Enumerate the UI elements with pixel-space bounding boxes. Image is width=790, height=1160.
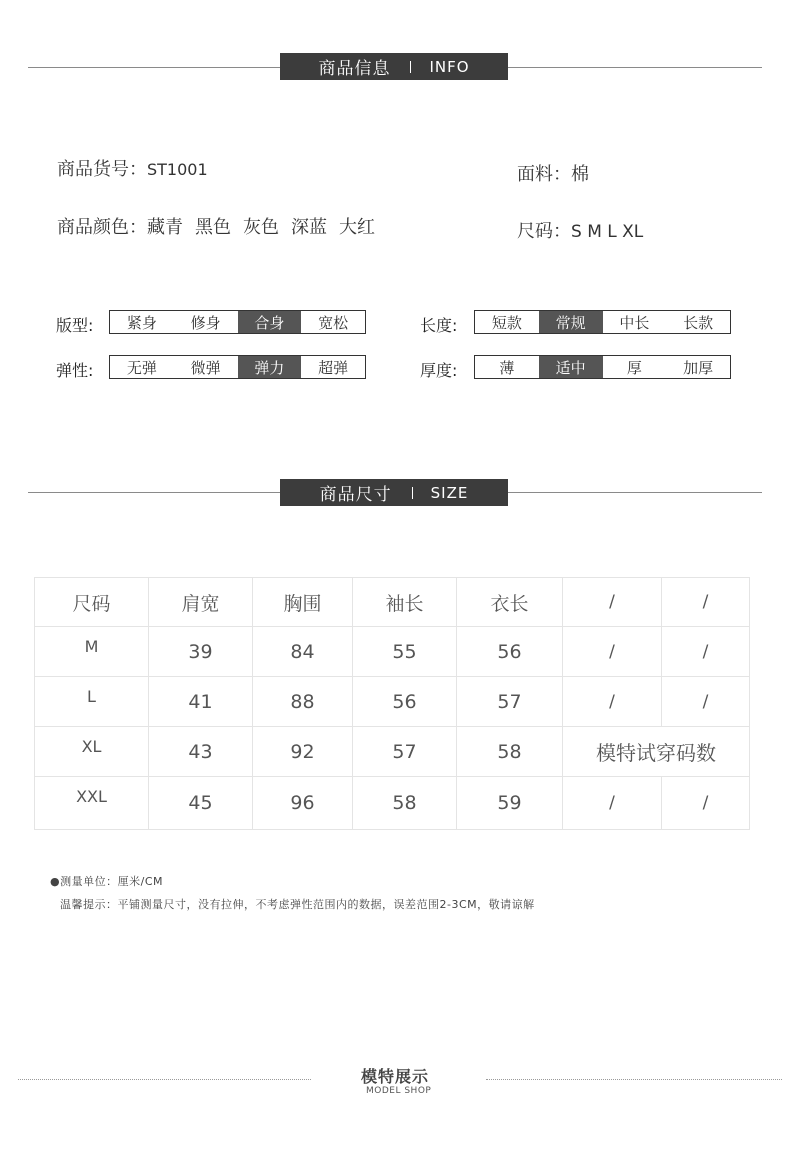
size-cell: M bbox=[35, 627, 149, 677]
fit-option: 修身 bbox=[190, 313, 221, 332]
elasticity-option: 微弹 bbox=[190, 358, 221, 377]
value-cell: 56 bbox=[353, 677, 457, 727]
color-item: 黑色 bbox=[195, 217, 231, 238]
color-item: 大红 bbox=[339, 217, 375, 238]
length-option: 长款 bbox=[683, 313, 714, 332]
thickness-option-selected: 适中 bbox=[539, 356, 603, 378]
header-divider bbox=[412, 487, 413, 499]
model-divider-right bbox=[486, 1079, 782, 1080]
value-cell: 88 bbox=[253, 677, 353, 727]
fit-label: 版型: bbox=[56, 316, 94, 335]
value-cell: 41 bbox=[149, 677, 253, 727]
color-item: 深蓝 bbox=[291, 217, 327, 238]
table-header-cell: 尺码 bbox=[35, 578, 149, 627]
length-label: 长度: bbox=[420, 316, 458, 335]
fit-option: 宽松 bbox=[318, 313, 349, 332]
extra-cell: / bbox=[662, 777, 750, 830]
value-cell: 56 bbox=[457, 627, 563, 677]
info-header-en: INFO bbox=[429, 57, 470, 76]
size-cell: XXL bbox=[35, 777, 149, 830]
info-header-cn: 商品信息 bbox=[318, 59, 391, 79]
extra-cell: / bbox=[662, 677, 750, 727]
value-cell: 58 bbox=[457, 727, 563, 777]
size-header-cn: 商品尺寸 bbox=[319, 485, 392, 505]
table-row bbox=[35, 677, 750, 727]
product-sizes bbox=[517, 217, 643, 243]
elasticity-options bbox=[109, 355, 366, 379]
info-section-header bbox=[280, 53, 508, 80]
value-cell: 45 bbox=[149, 777, 253, 830]
length-option-selected: 常规 bbox=[539, 311, 603, 333]
value-cell: 39 bbox=[149, 627, 253, 677]
table-header-cell: 袖长 bbox=[353, 578, 457, 627]
extra-cell: / bbox=[662, 627, 750, 677]
fit-option: 紧身 bbox=[126, 313, 157, 332]
size-header-line-left bbox=[28, 492, 280, 493]
info-header-line-right bbox=[508, 67, 762, 68]
value-cell: 84 bbox=[253, 627, 353, 677]
thickness-option: 薄 bbox=[499, 358, 515, 377]
model-divider-left bbox=[18, 1079, 311, 1080]
table-row bbox=[35, 627, 750, 677]
value-cell: 92 bbox=[253, 727, 353, 777]
header-divider bbox=[410, 61, 411, 73]
thickness-option: 加厚 bbox=[683, 358, 714, 377]
size-label: 尺码： bbox=[517, 221, 571, 242]
size-table bbox=[34, 577, 750, 830]
measurement-tip: 温馨提示：平铺测量尺寸，没有拉伸，不考虑弹性范围内的数据，误差范围2-3CM，敬请谅解 bbox=[60, 898, 535, 911]
extra-cell: / bbox=[563, 627, 662, 677]
model-section-title: 模特展示 bbox=[361, 1067, 430, 1086]
measurement-unit-text: 测量单位：厘米/CM bbox=[60, 875, 163, 888]
table-header-cell: 胸围 bbox=[253, 578, 353, 627]
size-header-en: SIZE bbox=[430, 483, 469, 502]
extra-cell: / bbox=[563, 677, 662, 727]
elasticity-label: 弹性: bbox=[56, 361, 94, 380]
product-fabric bbox=[517, 160, 589, 186]
thickness-options bbox=[474, 355, 731, 379]
fit-options bbox=[109, 310, 366, 334]
product-code bbox=[57, 155, 208, 181]
elasticity-option: 超弹 bbox=[318, 358, 349, 377]
table-header-row bbox=[35, 578, 750, 627]
extra-cell: / bbox=[563, 777, 662, 830]
elasticity-option: 无弹 bbox=[126, 358, 157, 377]
color-item: 藏青 bbox=[147, 217, 183, 238]
product-code-label: 商品货号： bbox=[57, 159, 147, 180]
value-cell: 57 bbox=[353, 727, 457, 777]
fabric-label: 面料： bbox=[517, 164, 571, 185]
value-cell: 96 bbox=[253, 777, 353, 830]
table-row bbox=[35, 727, 750, 777]
size-cell: XL bbox=[35, 727, 149, 777]
thickness-option: 厚 bbox=[626, 358, 642, 377]
table-header-cell: 衣长 bbox=[457, 578, 563, 627]
table-row bbox=[35, 777, 750, 830]
value-cell: 57 bbox=[457, 677, 563, 727]
elasticity-option-selected: 弹力 bbox=[238, 356, 302, 378]
table-header-cell: / bbox=[563, 578, 662, 627]
thickness-label: 厚度: bbox=[420, 361, 458, 380]
fabric-value: 棉 bbox=[571, 164, 589, 185]
color-label: 商品颜色： bbox=[57, 217, 147, 238]
size-header-line-right bbox=[508, 492, 762, 493]
size-value: S M L XL bbox=[571, 222, 644, 242]
measurement-unit-note bbox=[50, 873, 163, 889]
value-cell: 43 bbox=[149, 727, 253, 777]
value-cell: 58 bbox=[353, 777, 457, 830]
color-item: 灰色 bbox=[243, 217, 279, 238]
size-cell: L bbox=[35, 677, 149, 727]
value-cell: 59 bbox=[457, 777, 563, 830]
value-cell: 55 bbox=[353, 627, 457, 677]
length-options bbox=[474, 310, 731, 334]
table-header-cell: / bbox=[662, 578, 750, 627]
model-section-subtitle: MODEL SHOP bbox=[366, 1086, 432, 1096]
bullet-icon: ● bbox=[50, 875, 61, 888]
table-header-cell: 肩宽 bbox=[149, 578, 253, 627]
fit-option-selected: 合身 bbox=[238, 311, 302, 333]
product-colors bbox=[57, 213, 375, 239]
info-header-line-left bbox=[28, 67, 280, 68]
product-code-value: ST1001 bbox=[147, 160, 208, 179]
model-size-note: 模特试穿码数 bbox=[563, 727, 750, 777]
length-option: 中长 bbox=[619, 313, 650, 332]
size-section-header bbox=[280, 479, 508, 506]
length-option: 短款 bbox=[491, 313, 522, 332]
